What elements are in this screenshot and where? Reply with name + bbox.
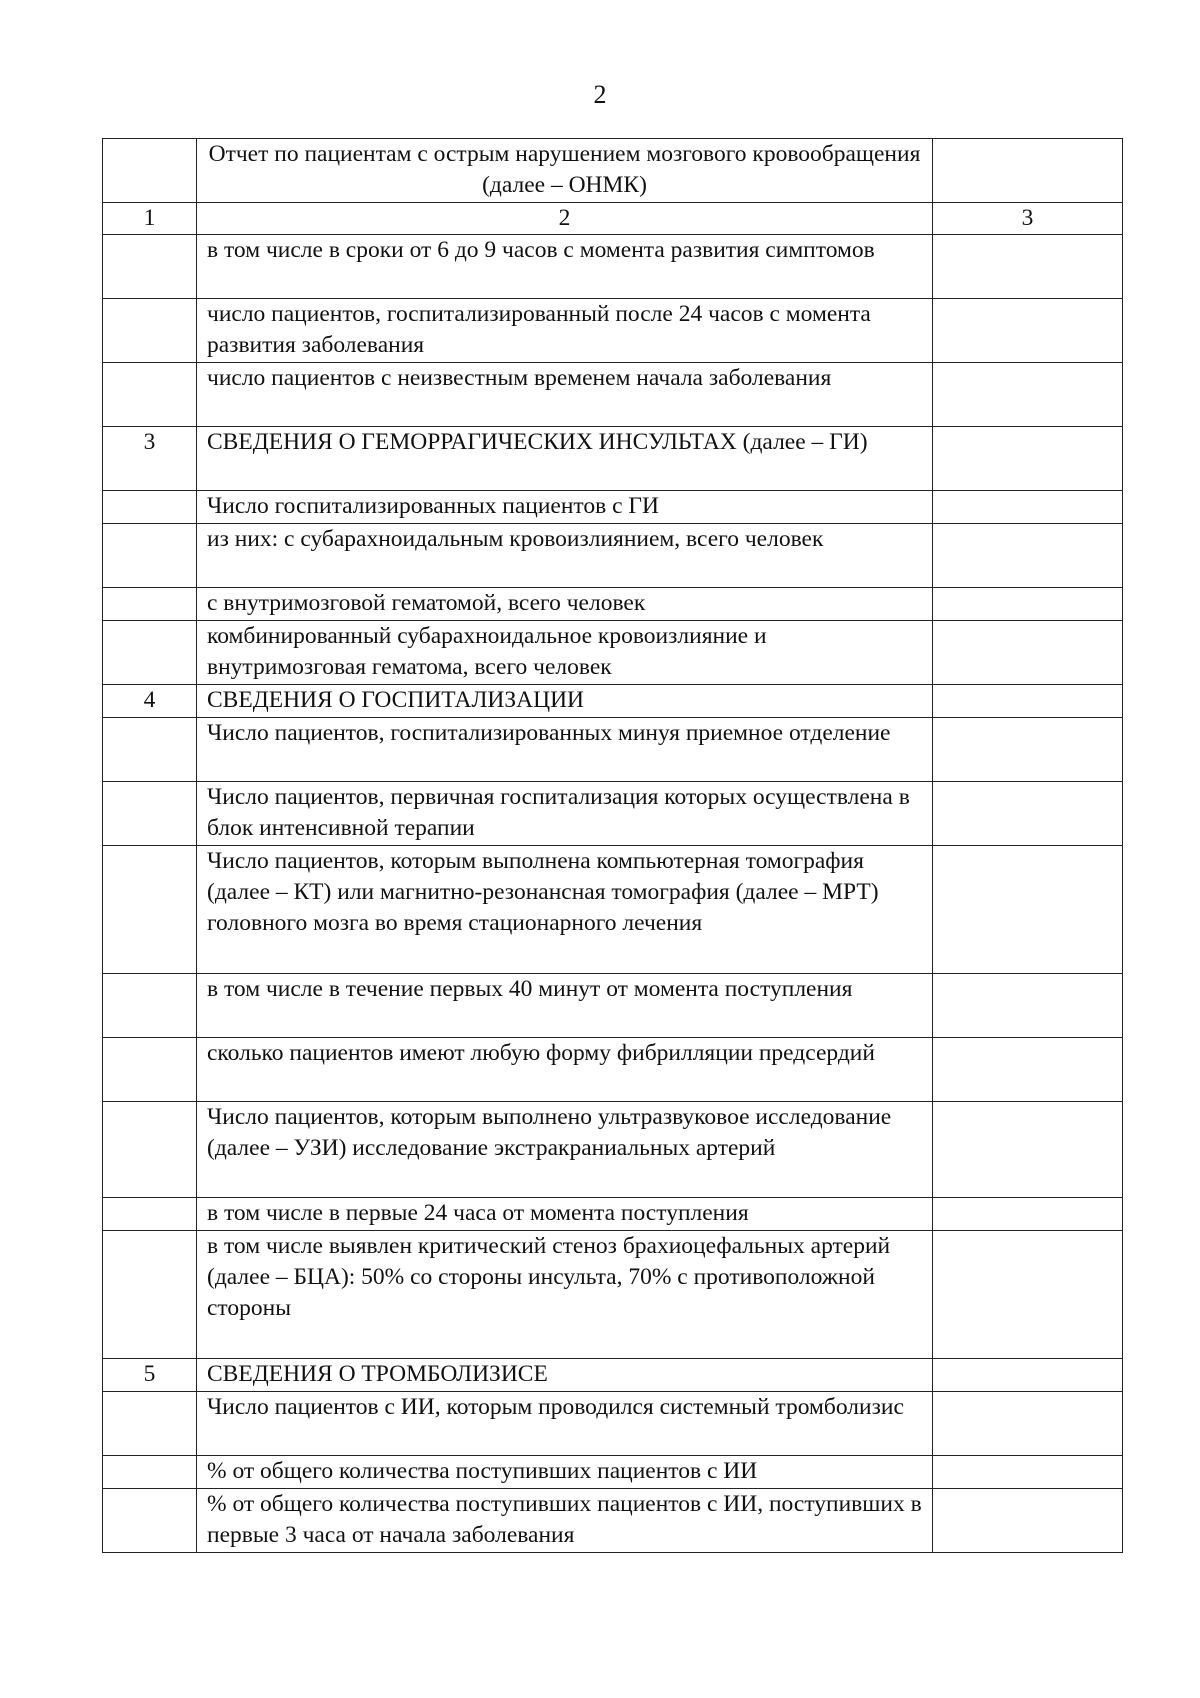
row-value xyxy=(933,588,1123,621)
row-number xyxy=(103,846,197,974)
column-number-row xyxy=(103,203,1123,235)
row-number xyxy=(103,1489,197,1553)
row-value xyxy=(933,621,1123,685)
row-text: сколько пациентов имеют любую форму фибрилляции предсердий xyxy=(197,1038,933,1102)
row-text: в том числе в течение первых 40 минут от момента поступления xyxy=(197,974,933,1038)
report-table xyxy=(102,138,1123,1553)
row-text: в том числе в сроки от 6 до 9 часов с момента развития симптомов xyxy=(197,235,933,299)
row-text: число пациентов с неизвестным временем начала заболевания xyxy=(197,363,933,427)
row-text: из них: с субарахноидальным кровоизлиянием, всего человек xyxy=(197,524,933,588)
row-value xyxy=(933,1456,1123,1489)
row-text: в том числе в первые 24 часа от момента поступления xyxy=(197,1198,933,1231)
row-text: число пациентов, госпитализированный после 24 часов с момента развития заболевания xyxy=(197,299,933,363)
table-row xyxy=(103,1456,1123,1489)
row-number xyxy=(103,363,197,427)
row-number xyxy=(103,782,197,846)
row-value xyxy=(933,235,1123,299)
row-value xyxy=(933,782,1123,846)
section-title: СВЕДЕНИЯ О ТРОМБОЛИЗИСЕ xyxy=(197,1359,933,1392)
table-row xyxy=(103,1231,1123,1359)
row-value xyxy=(933,974,1123,1038)
row-text: Число пациентов, которым выполнено ультразвуковое исследование (далее – УЗИ) исследование экстракраниальных артерий xyxy=(197,1102,933,1198)
row-number xyxy=(103,1198,197,1231)
row-text: Число пациентов, госпитализированных минуя приемное отделение xyxy=(197,718,933,782)
section-title: СВЕДЕНИЯ О ГОСПИТАЛИЗАЦИИ xyxy=(197,685,933,718)
table-row xyxy=(103,621,1123,685)
section-title: СВЕДЕНИЯ О ГЕМОРРАГИЧЕСКИХ ИНСУЛЬТАХ (далее – ГИ) xyxy=(197,427,933,491)
column-number-3: 3 xyxy=(933,203,1123,235)
row-number xyxy=(103,1038,197,1102)
section-row xyxy=(103,1359,1123,1392)
section-row xyxy=(103,427,1123,491)
row-number xyxy=(103,524,197,588)
row-number xyxy=(103,1102,197,1198)
report-title: Отчет по пациентам с острым нарушением мозгового кровообращения (далее – ОНМК) xyxy=(197,139,933,203)
table-row xyxy=(103,1102,1123,1198)
row-text: Число пациентов, первичная госпитализация которых осуществлена в блок интенсивной терапии xyxy=(197,782,933,846)
header-num-cell xyxy=(103,139,197,203)
page-number: 2 xyxy=(593,80,607,109)
section-number: 3 xyxy=(103,427,197,491)
row-text: с внутримозговой гематомой, всего человек xyxy=(197,588,933,621)
row-number xyxy=(103,621,197,685)
table-row xyxy=(103,491,1123,524)
row-text: % от общего количества поступивших пациентов с ИИ, поступивших в первые 3 часа от начала заболевания xyxy=(197,1489,933,1553)
section-row xyxy=(103,685,1123,718)
row-text: Число госпитализированных пациентов с ГИ xyxy=(197,491,933,524)
column-number-2: 2 xyxy=(197,203,933,235)
table-row xyxy=(103,1198,1123,1231)
row-number xyxy=(103,299,197,363)
row-number xyxy=(103,1231,197,1359)
row-number xyxy=(103,491,197,524)
row-value xyxy=(933,491,1123,524)
row-value xyxy=(933,718,1123,782)
table-row xyxy=(103,1489,1123,1553)
row-value xyxy=(933,846,1123,974)
row-text: комбинированный субарахноидальное кровоизлияние и внутримозговая гематома, всего человек xyxy=(197,621,933,685)
table-row xyxy=(103,299,1123,363)
table-row xyxy=(103,235,1123,299)
row-value xyxy=(933,1359,1123,1392)
table-row xyxy=(103,718,1123,782)
table-row xyxy=(103,1392,1123,1456)
table-row xyxy=(103,782,1123,846)
row-value xyxy=(933,299,1123,363)
section-number: 4 xyxy=(103,685,197,718)
header-value-cell xyxy=(933,139,1123,203)
row-text: Число пациентов с ИИ, которым проводился системный тромболизис xyxy=(197,1392,933,1456)
row-number xyxy=(103,1456,197,1489)
row-number xyxy=(103,974,197,1038)
column-number-1: 1 xyxy=(103,203,197,235)
row-number xyxy=(103,588,197,621)
row-text: в том числе выявлен критический стеноз брахиоцефальных артерий (далее – БЦА): 50% со стороны инсульта, 70% с противоположной стороны xyxy=(197,1231,933,1359)
row-value xyxy=(933,1198,1123,1231)
section-number: 5 xyxy=(103,1359,197,1392)
row-number xyxy=(103,1392,197,1456)
row-value xyxy=(933,1489,1123,1553)
row-number xyxy=(103,235,197,299)
row-text: Число пациентов, которым выполнена компьютерная томография (далее – КТ) или магнитно-резонансная томография (далее – МРТ) головного мозга во время стационарного лечения xyxy=(197,846,933,974)
row-value xyxy=(933,1038,1123,1102)
row-value xyxy=(933,363,1123,427)
table-row xyxy=(103,588,1123,621)
table-row xyxy=(103,1038,1123,1102)
row-value xyxy=(933,1102,1123,1198)
table-row xyxy=(103,363,1123,427)
row-value xyxy=(933,1392,1123,1456)
row-value xyxy=(933,1231,1123,1359)
table-row xyxy=(103,974,1123,1038)
row-value xyxy=(933,685,1123,718)
row-text: % от общего количества поступивших пациентов с ИИ xyxy=(197,1456,933,1489)
row-value xyxy=(933,427,1123,491)
table-header-row xyxy=(103,139,1123,203)
row-number xyxy=(103,718,197,782)
table-row xyxy=(103,846,1123,974)
table-row xyxy=(103,524,1123,588)
row-value xyxy=(933,524,1123,588)
